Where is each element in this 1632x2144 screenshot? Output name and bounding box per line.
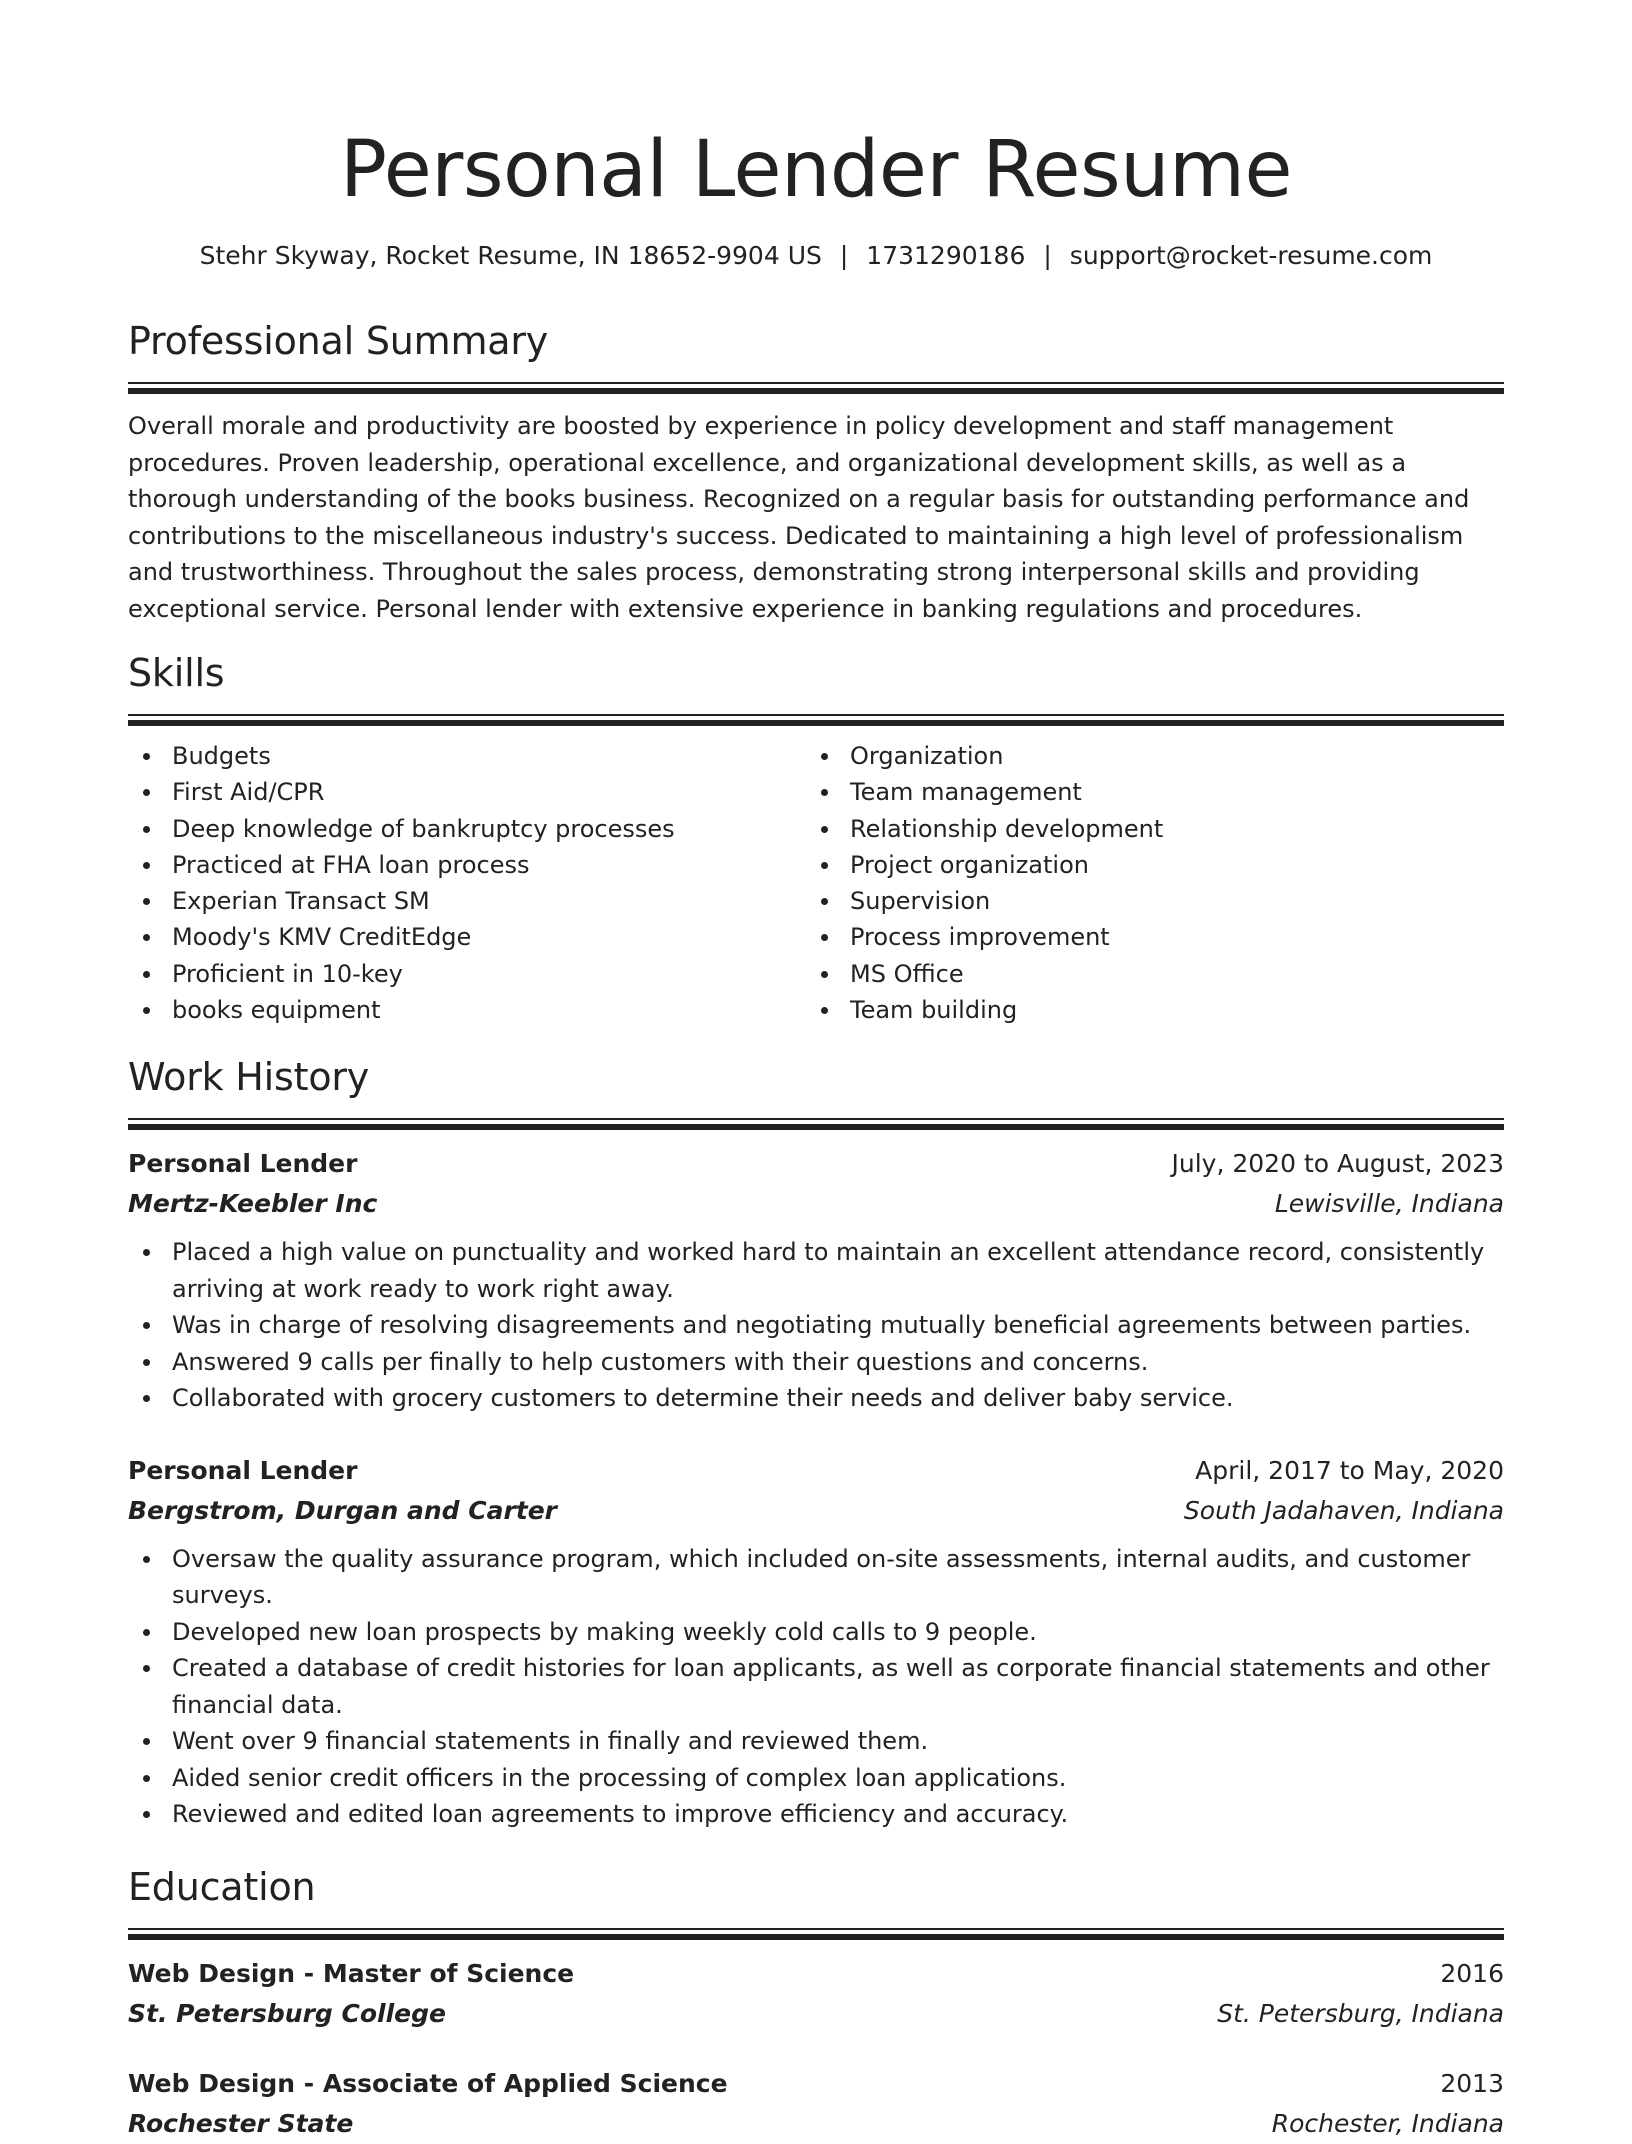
skills-columns <box>128 738 1504 1028</box>
degree-year: 2013 <box>1440 2069 1504 2098</box>
job-bullets <box>128 1234 1504 1417</box>
contact-email: support@rocket-resume.com <box>1069 241 1433 270</box>
job-bullet: Created a database of credit histories for loan applicants, as well as corporate financial statements and other financial data. <box>128 1650 1504 1723</box>
summary-text: Overall morale and productivity are boosted by experience in policy development and staff management procedures. Proven leadership, operational excellence, and organizational development skills, as well as a thorough understanding of the books business. Recognized on a regular basis for outstanding performance and contributions to the miscellaneous industry's success. Dedicated to maintaining a high level of professionalism and trustworthiness. Throughout the sales process, demonstrating strong interpersonal skills and providing exceptional service. Personal lender with extensive experience in banking regulations and procedures. <box>128 412 1470 623</box>
section-divider <box>128 382 1504 394</box>
education-section <box>128 1862 1504 2144</box>
skill-item: Project organization <box>806 847 1484 883</box>
skills-section <box>128 648 1504 1028</box>
summary-section <box>128 316 1504 627</box>
skill-item: books equipment <box>128 992 806 1028</box>
job-entry <box>128 1451 1504 1833</box>
job-company: Mertz-Keebler Inc <box>128 1189 378 1218</box>
education-entry <box>128 2064 1504 2144</box>
summary-heading: Professional Summary <box>128 319 549 363</box>
school-name: Rochester State <box>128 2109 354 2138</box>
skill-item: MS Office <box>806 956 1484 992</box>
job-bullet: Went over 9 financial statements in finally and reviewed them. <box>128 1723 1504 1760</box>
resume-page <box>128 0 1504 2138</box>
skill-item: Moody's KMV CreditEdge <box>128 919 806 955</box>
skill-item: Proficient in 10-key <box>128 956 806 992</box>
skills-list-right <box>806 738 1484 1028</box>
contact-address: Stehr Skyway, Rocket Resume, IN 18652-9904 US <box>199 241 822 270</box>
job-bullet: Was in charge of resolving disagreements and negotiating mutually beneficial agreements between parties. <box>128 1307 1504 1344</box>
skill-item: Budgets <box>128 738 806 774</box>
job-title: Personal Lender <box>128 1149 358 1178</box>
job-bullet: Developed new loan prospects by making weekly cold calls to 9 people. <box>128 1614 1504 1651</box>
education-entry <box>128 1954 1504 2034</box>
contact-phone: 1731290186 <box>866 241 1026 270</box>
job-bullet: Collaborated with grocery customers to determine their needs and deliver baby service. <box>128 1380 1504 1417</box>
job-bullet: Answered 9 calls per finally to help customers with their questions and concerns. <box>128 1344 1504 1381</box>
skill-item: Experian Transact SM <box>128 883 806 919</box>
contact-line <box>128 238 1504 274</box>
job-location: Lewisville, Indiana <box>1274 1189 1504 1218</box>
skill-item: Process improvement <box>806 919 1484 955</box>
school-name: St. Petersburg College <box>128 1999 446 2028</box>
skill-item: Organization <box>806 738 1484 774</box>
job-company: Bergstrom, Durgan and Carter <box>128 1495 558 1525</box>
job-title: Personal Lender <box>128 1455 358 1485</box>
resume-title: Personal Lender Resume <box>340 125 1292 215</box>
work-section <box>128 1052 1504 1833</box>
section-divider <box>128 714 1504 726</box>
skill-item: Practiced at FHA loan process <box>128 847 806 883</box>
job-bullet: Oversaw the quality assurance program, which included on-site assessments, internal audits, and customer surveys. <box>128 1541 1504 1614</box>
job-entry <box>128 1144 1504 1417</box>
job-bullets <box>128 1541 1504 1833</box>
section-divider <box>128 1928 1504 1940</box>
job-bullet: Aided senior credit officers in the processing of complex loan applications. <box>128 1760 1504 1797</box>
job-dates: July, 2020 to August, 2023 <box>1171 1149 1504 1178</box>
skill-item: Deep knowledge of bankruptcy processes <box>128 811 806 847</box>
job-bullet: Reviewed and edited loan agreements to improve efficiency and accuracy. <box>128 1796 1504 1833</box>
job-bullet: Placed a high value on punctuality and worked hard to maintain an excellent attendance record, consistently arriving at work ready to work right away. <box>128 1234 1504 1307</box>
school-location: St. Petersburg, Indiana <box>1217 1999 1504 2028</box>
section-divider <box>128 1118 1504 1130</box>
skills-heading: Skills <box>128 651 225 695</box>
contact-separator: | <box>839 241 849 270</box>
skill-item: Team management <box>806 774 1484 810</box>
degree-title: Web Design - Master of Science <box>128 1959 575 1988</box>
work-heading: Work History <box>128 1055 370 1099</box>
school-location: Rochester, Indiana <box>1271 2109 1504 2138</box>
skill-item: First Aid/CPR <box>128 774 806 810</box>
degree-title: Web Design - Associate of Applied Science <box>128 2069 728 2098</box>
degree-year: 2016 <box>1440 1959 1504 1988</box>
skill-item: Relationship development <box>806 811 1484 847</box>
contact-separator: | <box>1043 241 1052 270</box>
education-heading: Education <box>128 1865 316 1909</box>
skill-item: Team building <box>806 992 1484 1028</box>
job-location: South Jadahaven, Indiana <box>1183 1495 1504 1525</box>
skill-item: Supervision <box>806 883 1484 919</box>
job-dates: April, 2017 to May, 2020 <box>1195 1455 1504 1485</box>
skills-list-left <box>128 738 806 1028</box>
